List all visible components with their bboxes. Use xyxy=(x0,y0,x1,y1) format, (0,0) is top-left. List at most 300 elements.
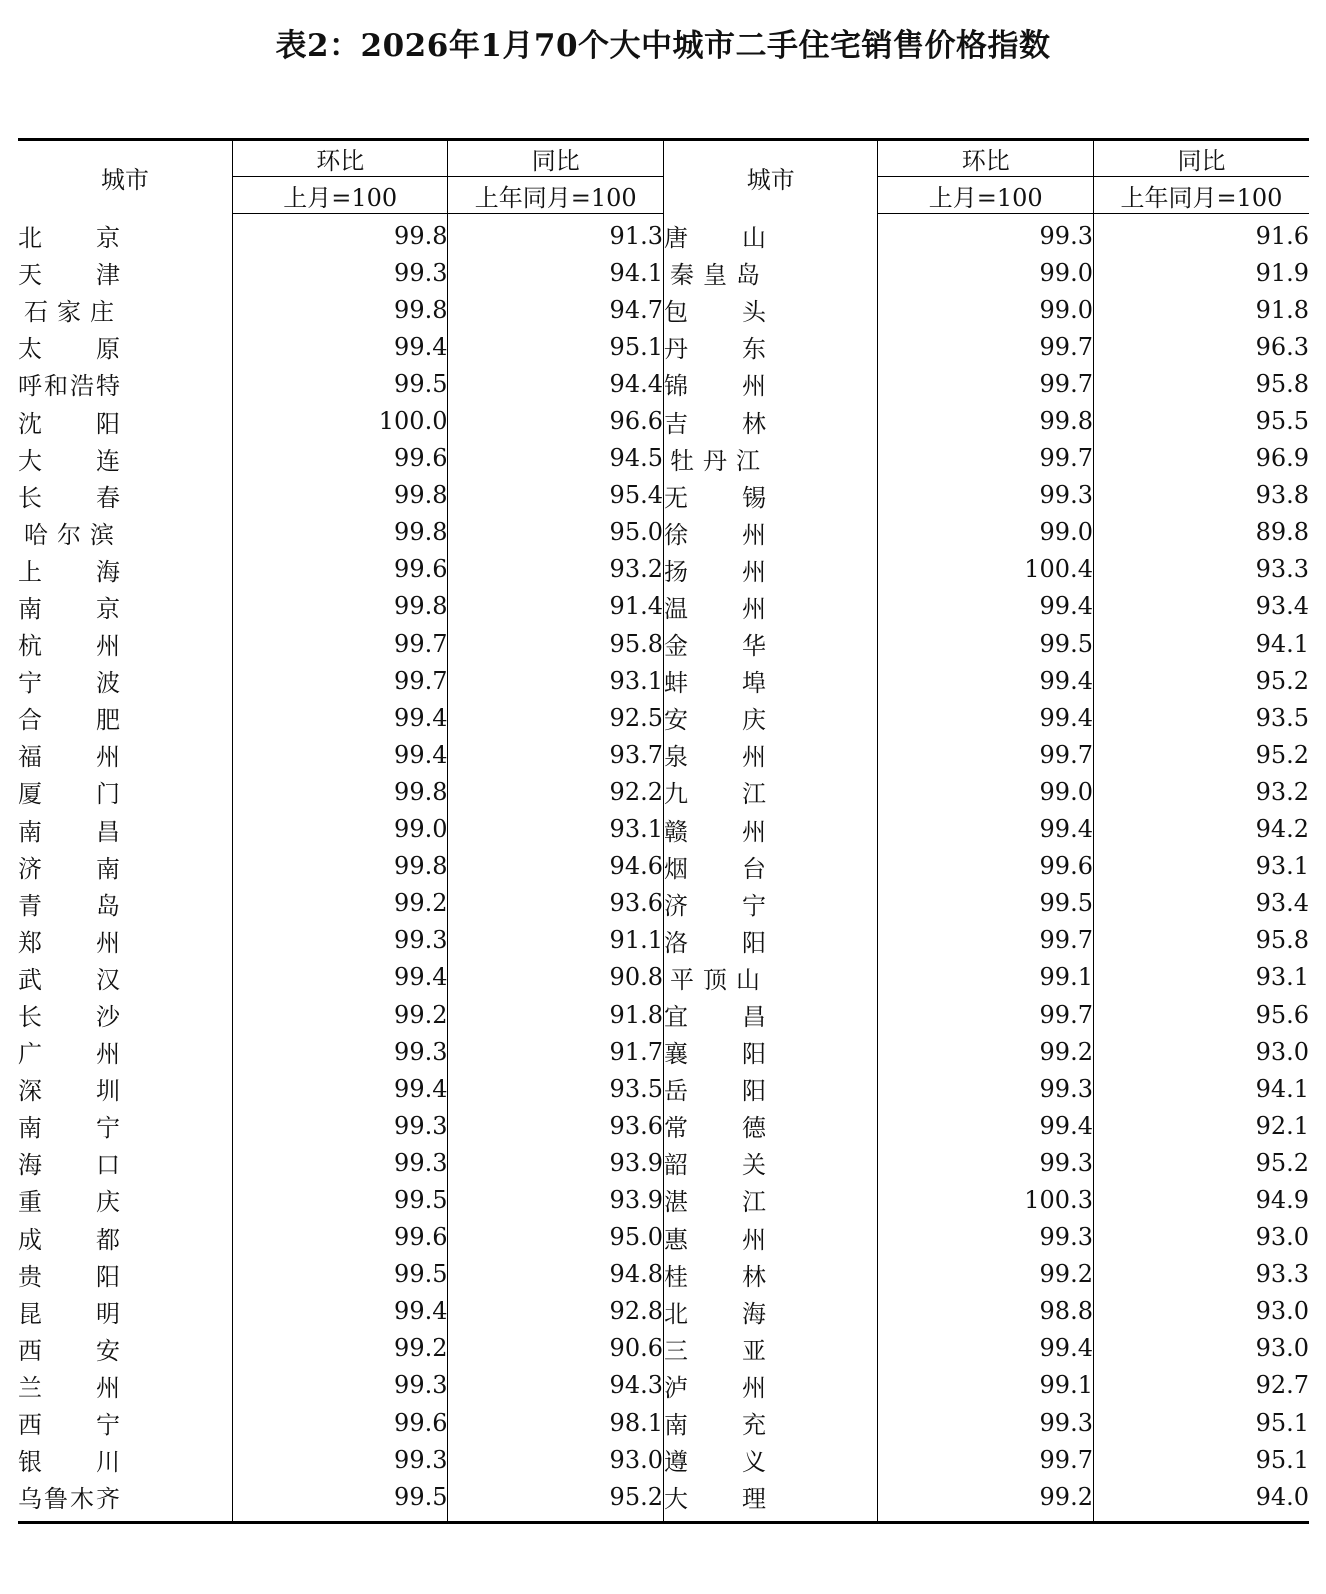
table-row xyxy=(18,848,1309,885)
yoy-cell-left: 94.1 xyxy=(448,254,664,291)
mom-cell-right: 99.7 xyxy=(878,365,1094,402)
city-cell-right xyxy=(663,1107,877,1144)
table-row xyxy=(18,996,1309,1033)
mom-cell-right: 100.4 xyxy=(878,551,1094,588)
city-name: 上海 xyxy=(18,557,120,586)
yoy-cell-left: 95.2 xyxy=(448,1478,664,1523)
mom-cell-right: 99.4 xyxy=(878,662,1094,699)
city-name: 徐州 xyxy=(663,520,766,549)
yoy-cell-left: 95.0 xyxy=(448,514,664,551)
table-row xyxy=(18,1033,1309,1070)
city-name: 泸州 xyxy=(663,1373,766,1402)
city-name: 唐山 xyxy=(663,223,766,252)
city-cell-left xyxy=(18,848,232,885)
yoy-cell-right: 91.8 xyxy=(1093,291,1309,328)
city-cell-left xyxy=(18,551,232,588)
city-cell-right xyxy=(663,625,877,662)
yoy-cell-right: 91.6 xyxy=(1093,214,1309,255)
city-cell-left xyxy=(18,811,232,848)
mom-cell-left: 99.8 xyxy=(232,291,448,328)
mom-cell-right: 99.7 xyxy=(878,996,1094,1033)
mom-cell-right: 99.4 xyxy=(878,699,1094,736)
header-mom-right: 环比 xyxy=(878,140,1094,177)
city-name: 赣州 xyxy=(663,817,766,846)
city-cell-right xyxy=(663,773,877,810)
city-name: 贵阳 xyxy=(18,1262,120,1291)
city-cell-right xyxy=(663,365,877,402)
city-name: 秦皇岛 xyxy=(669,261,760,290)
city-name: 无锡 xyxy=(663,483,766,512)
mom-cell-left: 99.5 xyxy=(232,365,448,402)
city-cell-right xyxy=(663,699,877,736)
yoy-cell-left: 95.0 xyxy=(448,1219,664,1256)
city-name: 大连 xyxy=(18,446,120,475)
table-row xyxy=(18,402,1309,439)
header-yoy-base-left: 上年同月=100 xyxy=(448,177,664,214)
city-name: 天津 xyxy=(18,261,120,290)
city-cell-right xyxy=(663,1144,877,1181)
yoy-cell-left: 92.2 xyxy=(448,773,664,810)
table-row xyxy=(18,1441,1309,1478)
city-cell-right xyxy=(663,662,877,699)
city-cell-left xyxy=(18,1107,232,1144)
yoy-cell-left: 95.1 xyxy=(448,328,664,365)
city-name: 平顶山 xyxy=(669,965,760,994)
city-name: 哈尔滨 xyxy=(24,520,114,549)
yoy-cell-left: 93.6 xyxy=(448,885,664,922)
city-cell-left xyxy=(18,1330,232,1367)
city-cell-right xyxy=(663,1033,877,1070)
mom-cell-left: 99.3 xyxy=(232,1367,448,1404)
yoy-cell-right: 95.5 xyxy=(1093,402,1309,439)
city-name: 宁波 xyxy=(18,669,120,698)
city-name: 乌鲁木齐 xyxy=(18,1485,120,1514)
city-name: 郑州 xyxy=(18,928,120,957)
yoy-cell-right: 95.2 xyxy=(1093,736,1309,773)
yoy-cell-right: 93.0 xyxy=(1093,1219,1309,1256)
city-name: 海口 xyxy=(18,1151,120,1180)
city-cell-right xyxy=(663,811,877,848)
table-row xyxy=(18,214,1309,255)
yoy-cell-right: 95.1 xyxy=(1093,1441,1309,1478)
yoy-cell-right: 92.1 xyxy=(1093,1107,1309,1144)
city-name: 南昌 xyxy=(18,817,120,846)
city-name: 北海 xyxy=(663,1299,766,1328)
yoy-cell-right: 96.3 xyxy=(1093,328,1309,365)
table-row xyxy=(18,885,1309,922)
table-row xyxy=(18,588,1309,625)
yoy-cell-left: 91.8 xyxy=(448,996,664,1033)
city-cell-right xyxy=(663,1219,877,1256)
yoy-cell-right: 93.4 xyxy=(1093,588,1309,625)
yoy-cell-left: 91.4 xyxy=(448,588,664,625)
city-name: 牡丹江 xyxy=(669,446,760,475)
mom-cell-left: 99.3 xyxy=(232,254,448,291)
city-cell-left xyxy=(18,1404,232,1441)
city-cell-right xyxy=(663,1070,877,1107)
city-name: 泉州 xyxy=(663,743,766,772)
city-name: 武汉 xyxy=(18,965,120,994)
yoy-cell-left: 93.7 xyxy=(448,736,664,773)
yoy-cell-right: 93.2 xyxy=(1093,773,1309,810)
table-row xyxy=(18,699,1309,736)
table-row xyxy=(18,477,1309,514)
yoy-cell-left: 93.0 xyxy=(448,1441,664,1478)
yoy-cell-left: 94.8 xyxy=(448,1256,664,1293)
city-name: 遵义 xyxy=(663,1448,766,1477)
mom-cell-left: 99.5 xyxy=(232,1478,448,1523)
city-name: 太原 xyxy=(18,335,120,364)
mom-cell-right: 99.7 xyxy=(878,736,1094,773)
yoy-cell-left: 93.1 xyxy=(448,662,664,699)
city-name: 常德 xyxy=(663,1114,766,1143)
city-cell-left xyxy=(18,699,232,736)
mom-cell-right: 99.0 xyxy=(878,773,1094,810)
yoy-cell-right: 93.3 xyxy=(1093,1256,1309,1293)
city-name: 杭州 xyxy=(18,632,120,661)
yoy-cell-right: 91.9 xyxy=(1093,254,1309,291)
mom-cell-right: 99.7 xyxy=(878,328,1094,365)
mom-cell-left: 99.4 xyxy=(232,959,448,996)
city-name: 北京 xyxy=(18,223,120,252)
city-cell-left xyxy=(18,922,232,959)
yoy-cell-left: 94.4 xyxy=(448,365,664,402)
city-cell-left xyxy=(18,477,232,514)
yoy-cell-left: 94.3 xyxy=(448,1367,664,1404)
city-name: 石家庄 xyxy=(24,298,114,327)
city-cell-right xyxy=(663,1293,877,1330)
mom-cell-left: 99.3 xyxy=(232,922,448,959)
table-row xyxy=(18,291,1309,328)
city-cell-left xyxy=(18,959,232,996)
city-cell-right xyxy=(663,551,877,588)
city-name: 丹东 xyxy=(663,335,766,364)
table-row xyxy=(18,662,1309,699)
mom-cell-right: 99.7 xyxy=(878,440,1094,477)
header-city-left: 城市 xyxy=(100,165,149,194)
yoy-cell-right: 93.1 xyxy=(1093,959,1309,996)
yoy-cell-right: 93.1 xyxy=(1093,848,1309,885)
yoy-cell-right: 93.0 xyxy=(1093,1033,1309,1070)
city-name: 深圳 xyxy=(18,1077,120,1106)
city-cell-right xyxy=(663,1181,877,1218)
city-name: 福州 xyxy=(18,743,120,772)
mom-cell-left: 99.2 xyxy=(232,1330,448,1367)
yoy-cell-right: 92.7 xyxy=(1093,1367,1309,1404)
city-cell-right xyxy=(663,328,877,365)
city-name: 长沙 xyxy=(18,1003,120,1032)
city-name: 韶关 xyxy=(663,1151,766,1180)
table-row xyxy=(18,1219,1309,1256)
table-row xyxy=(18,811,1309,848)
yoy-cell-right: 95.8 xyxy=(1093,365,1309,402)
city-cell-right xyxy=(663,1441,877,1478)
city-name: 金华 xyxy=(663,632,766,661)
mom-cell-right: 99.3 xyxy=(878,1144,1094,1181)
yoy-cell-right: 94.1 xyxy=(1093,1070,1309,1107)
mom-cell-left: 100.0 xyxy=(232,402,448,439)
city-cell-right xyxy=(663,1330,877,1367)
yoy-cell-right: 93.3 xyxy=(1093,551,1309,588)
city-name: 三亚 xyxy=(663,1336,766,1365)
city-name: 惠州 xyxy=(663,1225,766,1254)
city-name: 昆明 xyxy=(18,1299,120,1328)
city-cell-left xyxy=(18,1441,232,1478)
table-row xyxy=(18,625,1309,662)
city-cell-left xyxy=(18,1478,232,1523)
yoy-cell-left: 91.1 xyxy=(448,922,664,959)
mom-cell-left: 99.7 xyxy=(232,662,448,699)
city-name: 济南 xyxy=(18,854,120,883)
city-cell-left xyxy=(18,1293,232,1330)
header-city-right: 城市 xyxy=(663,140,877,214)
city-name: 成都 xyxy=(18,1225,120,1254)
city-cell-left xyxy=(18,1219,232,1256)
table-row xyxy=(18,1404,1309,1441)
city-cell-left xyxy=(18,1144,232,1181)
yoy-cell-right: 95.8 xyxy=(1093,922,1309,959)
city-cell-left xyxy=(18,1367,232,1404)
city-name: 扬州 xyxy=(663,557,766,586)
yoy-cell-left: 94.6 xyxy=(448,848,664,885)
yoy-cell-left: 90.8 xyxy=(448,959,664,996)
yoy-cell-right: 95.2 xyxy=(1093,662,1309,699)
city-cell-right xyxy=(663,291,877,328)
city-name: 蚌埠 xyxy=(663,669,766,698)
city-name: 烟台 xyxy=(663,854,766,883)
city-cell-left xyxy=(18,291,232,328)
city-name: 大理 xyxy=(663,1485,766,1514)
mom-cell-right: 99.3 xyxy=(878,1219,1094,1256)
table-row xyxy=(18,1478,1309,1523)
mom-cell-left: 99.8 xyxy=(232,848,448,885)
header-mom-base-right: 上月=100 xyxy=(878,177,1094,214)
city-name: 呼和浩特 xyxy=(18,372,120,401)
table-row xyxy=(18,1181,1309,1218)
table-row xyxy=(18,514,1309,551)
table-row xyxy=(18,1144,1309,1181)
city-name: 兰州 xyxy=(18,1373,120,1402)
mom-cell-right: 99.0 xyxy=(878,291,1094,328)
yoy-cell-right: 95.2 xyxy=(1093,1144,1309,1181)
table-row xyxy=(18,1367,1309,1404)
yoy-cell-right: 94.1 xyxy=(1093,625,1309,662)
city-cell-left xyxy=(18,365,232,402)
header-yoy-right: 同比 xyxy=(1093,140,1309,177)
mom-cell-left: 99.8 xyxy=(232,588,448,625)
mom-cell-left: 99.8 xyxy=(232,773,448,810)
mom-cell-right: 99.8 xyxy=(878,402,1094,439)
city-name: 长春 xyxy=(18,483,120,512)
city-name: 桂林 xyxy=(663,1262,766,1291)
city-name: 西宁 xyxy=(18,1411,120,1440)
city-name: 西安 xyxy=(18,1336,120,1365)
mom-cell-left: 99.3 xyxy=(232,1441,448,1478)
yoy-cell-left: 91.7 xyxy=(448,1033,664,1070)
city-cell-right xyxy=(663,214,877,255)
mom-cell-left: 99.7 xyxy=(232,625,448,662)
city-name: 济宁 xyxy=(663,891,766,920)
city-cell-left xyxy=(18,736,232,773)
city-cell-right xyxy=(663,402,877,439)
table-row xyxy=(18,1107,1309,1144)
table-row xyxy=(18,328,1309,365)
mom-cell-left: 99.6 xyxy=(232,1404,448,1441)
city-name: 九江 xyxy=(663,780,766,809)
yoy-cell-right: 95.6 xyxy=(1093,996,1309,1033)
mom-cell-left: 99.5 xyxy=(232,1256,448,1293)
city-name: 锦州 xyxy=(663,372,766,401)
city-name: 宜昌 xyxy=(663,1003,766,1032)
mom-cell-left: 99.4 xyxy=(232,736,448,773)
yoy-cell-left: 94.5 xyxy=(448,440,664,477)
city-cell-left xyxy=(18,996,232,1033)
yoy-cell-right: 95.1 xyxy=(1093,1404,1309,1441)
mom-cell-left: 99.2 xyxy=(232,996,448,1033)
yoy-cell-left: 94.7 xyxy=(448,291,664,328)
city-name: 安庆 xyxy=(663,706,766,735)
mom-cell-left: 99.0 xyxy=(232,811,448,848)
mom-cell-right: 99.6 xyxy=(878,848,1094,885)
mom-cell-right: 99.1 xyxy=(878,959,1094,996)
mom-cell-right: 99.0 xyxy=(878,514,1094,551)
city-cell-left xyxy=(18,662,232,699)
yoy-cell-left: 93.9 xyxy=(448,1144,664,1181)
yoy-cell-left: 92.5 xyxy=(448,699,664,736)
table-row xyxy=(18,254,1309,291)
city-cell-left xyxy=(18,402,232,439)
header-mom-base-left: 上月=100 xyxy=(232,177,448,214)
city-cell-left xyxy=(18,625,232,662)
city-cell-left xyxy=(18,214,232,255)
table-row xyxy=(18,736,1309,773)
city-cell-left xyxy=(18,328,232,365)
city-name: 银川 xyxy=(18,1448,120,1477)
city-name: 吉林 xyxy=(663,409,766,438)
mom-cell-right: 100.3 xyxy=(878,1181,1094,1218)
city-cell-left xyxy=(18,588,232,625)
city-name: 厦门 xyxy=(18,780,120,809)
mom-cell-left: 99.6 xyxy=(232,1219,448,1256)
city-cell-left xyxy=(18,440,232,477)
yoy-cell-left: 93.9 xyxy=(448,1181,664,1218)
mom-cell-right: 99.3 xyxy=(878,477,1094,514)
city-cell-right xyxy=(663,1478,877,1523)
mom-cell-left: 99.3 xyxy=(232,1107,448,1144)
yoy-cell-right: 93.5 xyxy=(1093,699,1309,736)
yoy-cell-left: 95.8 xyxy=(448,625,664,662)
mom-cell-right: 99.2 xyxy=(878,1033,1094,1070)
mom-cell-right: 99.4 xyxy=(878,1330,1094,1367)
mom-cell-left: 99.8 xyxy=(232,477,448,514)
city-name: 合肥 xyxy=(18,706,120,735)
mom-cell-left: 99.8 xyxy=(232,514,448,551)
city-cell-right xyxy=(663,848,877,885)
city-cell-right xyxy=(663,885,877,922)
table-row xyxy=(18,1293,1309,1330)
mom-cell-left: 99.4 xyxy=(232,1293,448,1330)
city-name: 广州 xyxy=(18,1040,120,1069)
yoy-cell-right: 94.2 xyxy=(1093,811,1309,848)
city-name: 温州 xyxy=(663,594,766,623)
yoy-cell-right: 94.9 xyxy=(1093,1181,1309,1218)
mom-cell-left: 99.5 xyxy=(232,1181,448,1218)
yoy-cell-left: 93.5 xyxy=(448,1070,664,1107)
mom-cell-left: 99.3 xyxy=(232,1033,448,1070)
yoy-cell-right: 93.8 xyxy=(1093,477,1309,514)
city-name: 青岛 xyxy=(18,891,120,920)
city-cell-left xyxy=(18,514,232,551)
city-name: 重庆 xyxy=(18,1188,120,1217)
city-cell-left xyxy=(18,1181,232,1218)
city-cell-left xyxy=(18,254,232,291)
mom-cell-right: 99.3 xyxy=(878,214,1094,255)
yoy-cell-right: 93.0 xyxy=(1093,1330,1309,1367)
city-cell-right xyxy=(663,588,877,625)
city-name: 岳阳 xyxy=(663,1077,766,1106)
city-cell-right xyxy=(663,1256,877,1293)
mom-cell-right: 99.7 xyxy=(878,1441,1094,1478)
header-mom-left: 环比 xyxy=(232,140,448,177)
yoy-cell-left: 98.1 xyxy=(448,1404,664,1441)
city-cell-right xyxy=(663,440,877,477)
table-row xyxy=(18,1330,1309,1367)
city-cell-right xyxy=(663,959,877,996)
mom-cell-left: 99.6 xyxy=(232,440,448,477)
mom-cell-right: 99.2 xyxy=(878,1256,1094,1293)
city-name: 洛阳 xyxy=(663,928,766,957)
table-row xyxy=(18,365,1309,402)
table-title: 表2：2026年1月70个大中城市二手住宅销售价格指数 xyxy=(275,28,1051,64)
mom-cell-right: 99.7 xyxy=(878,922,1094,959)
table-body xyxy=(18,214,1309,1523)
yoy-cell-left: 90.6 xyxy=(448,1330,664,1367)
city-name: 包头 xyxy=(663,298,766,327)
mom-cell-right: 99.3 xyxy=(878,1404,1094,1441)
yoy-cell-right: 89.8 xyxy=(1093,514,1309,551)
yoy-cell-left: 93.1 xyxy=(448,811,664,848)
city-cell-right xyxy=(663,1404,877,1441)
mom-cell-right: 99.4 xyxy=(878,1107,1094,1144)
yoy-cell-right: 96.9 xyxy=(1093,440,1309,477)
city-cell-left xyxy=(18,1070,232,1107)
table-row xyxy=(18,440,1309,477)
mom-cell-right: 99.5 xyxy=(878,885,1094,922)
mom-cell-right: 99.2 xyxy=(878,1478,1094,1523)
city-name: 南宁 xyxy=(18,1114,120,1143)
table-header xyxy=(18,140,1309,214)
mom-cell-right: 99.5 xyxy=(878,625,1094,662)
mom-cell-left: 99.4 xyxy=(232,1070,448,1107)
city-cell-right xyxy=(663,514,877,551)
mom-cell-left: 99.4 xyxy=(232,328,448,365)
yoy-cell-left: 92.8 xyxy=(448,1293,664,1330)
header-yoy-base-right: 上年同月=100 xyxy=(1093,177,1309,214)
mom-cell-right: 99.4 xyxy=(878,588,1094,625)
mom-cell-right: 99.4 xyxy=(878,811,1094,848)
header-yoy-left: 同比 xyxy=(448,140,664,177)
yoy-cell-left: 91.3 xyxy=(448,214,664,255)
city-cell-left xyxy=(18,1033,232,1070)
city-cell-left xyxy=(18,1256,232,1293)
mom-cell-right: 99.3 xyxy=(878,1070,1094,1107)
mom-cell-left: 99.6 xyxy=(232,551,448,588)
mom-cell-right: 99.0 xyxy=(878,254,1094,291)
city-name: 南京 xyxy=(18,594,120,623)
yoy-cell-left: 93.2 xyxy=(448,551,664,588)
table-row xyxy=(18,922,1309,959)
yoy-cell-right: 93.0 xyxy=(1093,1293,1309,1330)
